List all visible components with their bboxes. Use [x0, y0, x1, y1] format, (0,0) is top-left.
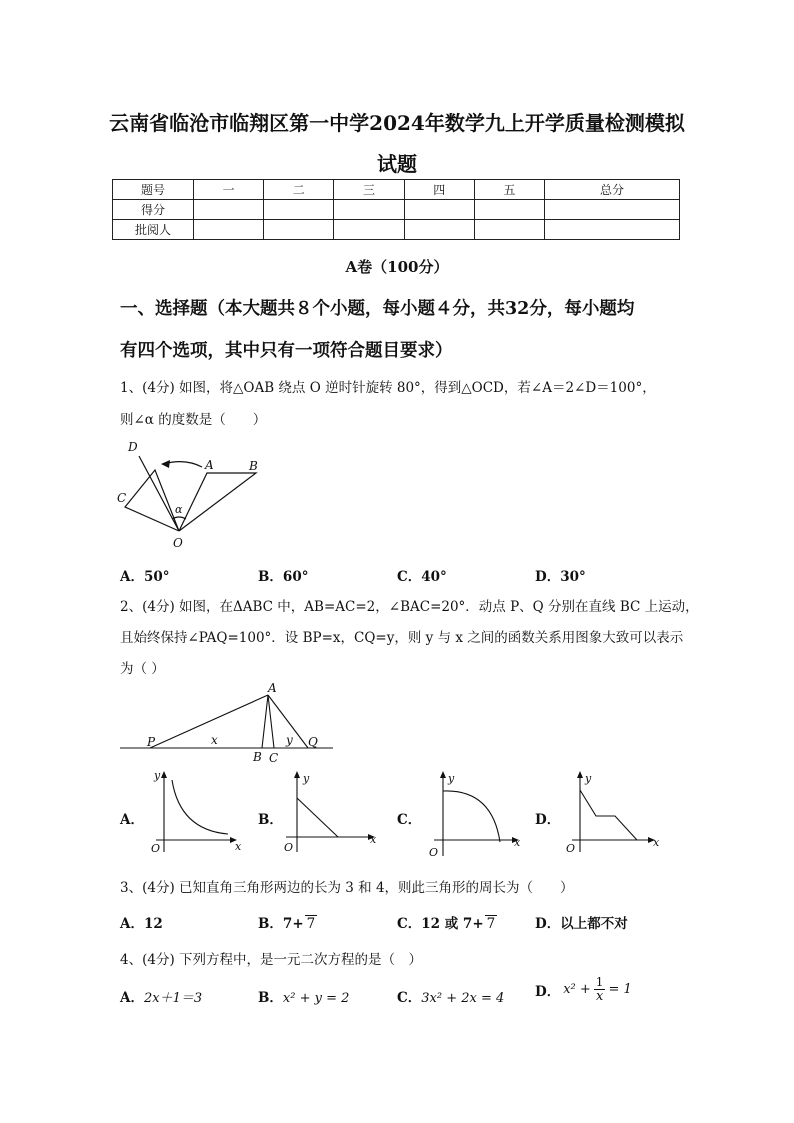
fraction — [594, 975, 606, 1004]
y-axis-arrow — [161, 771, 167, 778]
point-label-q: Q — [308, 735, 318, 749]
score-header-cell: 四 — [404, 180, 474, 200]
point-label-c: C — [117, 491, 127, 505]
q1-option-b-label: B． — [258, 569, 283, 585]
q3-option-b[interactable] — [258, 912, 317, 932]
score-header-cell: 题号 — [113, 180, 194, 200]
question-4-text: 4、(4分) 下列方程中，是一元二次方程的是（ ） — [120, 952, 423, 968]
q1-option-a[interactable]: 50° — [143, 569, 170, 585]
q4-option-c[interactable]: 3x² + 2x = 4 — [421, 991, 505, 1006]
axis-label-y: y — [585, 772, 592, 785]
q3-option-c-label: C． — [397, 916, 422, 932]
arc-curve — [443, 791, 500, 842]
score-header-cell: 五 — [474, 180, 544, 200]
q3-option-a[interactable]: 12 — [143, 916, 163, 932]
point-label-a: A — [268, 681, 277, 695]
origin-label: O — [284, 841, 294, 854]
q3-option-a-label: A． — [120, 916, 144, 932]
axis-label-x: x — [653, 836, 660, 849]
paper-part-heading: A卷（100分） — [345, 258, 449, 276]
section-heading-line1: 一、选择题（本大题共８个小题，每小题４分，共32分，每小题均 — [120, 299, 635, 319]
point-label-c: C — [269, 751, 279, 765]
fraction-numerator: 1 — [595, 975, 604, 989]
score-cell[interactable] — [545, 220, 680, 240]
q1-option-b[interactable]: 60° — [282, 569, 309, 585]
q4-option-d-post: = 1 — [608, 982, 632, 997]
triangle-oab — [179, 473, 256, 531]
score-table-row — [113, 200, 680, 220]
q4-option-a-label: A． — [120, 990, 144, 1006]
score-header-cell: 总分 — [545, 180, 680, 200]
q2-option-a-graph[interactable] — [142, 768, 250, 856]
score-cell[interactable] — [545, 200, 680, 220]
q3-option-d-label: D． — [535, 916, 561, 932]
q2-option-c-graph[interactable] — [420, 768, 530, 860]
origin-label: O — [151, 842, 161, 855]
q4-option-c-label: C． — [397, 990, 422, 1006]
y-axis-arrow — [294, 771, 300, 778]
q3-option-c[interactable] — [397, 912, 497, 932]
q2-option-a-label[interactable]: A． — [120, 812, 144, 828]
question-2-text-line2: 且始终保持∠PAQ=100°．设 BP=x，CQ=y，则 y 与 x 之间的函数关系用图象大致可以表示 — [120, 630, 684, 646]
sqrt-radicand: 7 — [486, 916, 496, 932]
q1-option-d-label: D． — [535, 569, 561, 585]
question-3-text: 3、(4分) 已知直角三角形两边的长为 3 和 4，则此三角形的周长为（ ） — [120, 880, 574, 896]
document-title-line2: 试题 — [377, 152, 417, 176]
score-row-label: 批阅人 — [113, 220, 194, 240]
q1-option-a-label: A． — [120, 569, 144, 585]
score-cell[interactable] — [334, 220, 404, 240]
segment-pa — [150, 695, 268, 748]
question-1-text-line1: 1、(4分) 如图，将△OAB 绕点 O 逆时针旋转 80°，得到△OCD，若∠A＝2∠D＝100°， — [120, 380, 656, 396]
score-cell[interactable] — [264, 200, 334, 220]
q4-option-b[interactable]: x² + y = 2 — [282, 991, 350, 1006]
score-cell[interactable] — [474, 220, 544, 240]
linear-segment — [297, 798, 338, 837]
q4-option-b-label: B． — [258, 990, 283, 1006]
score-cell[interactable] — [474, 200, 544, 220]
q4-option-d-label: D． — [535, 983, 561, 1000]
piecewise-segment — [580, 790, 637, 840]
y-axis-arrow — [577, 771, 583, 778]
q2-option-c-label[interactable]: C． — [397, 812, 422, 828]
q4-option-d[interactable] — [535, 975, 632, 1004]
point-label-b: B — [253, 750, 262, 764]
hyperbola-curve — [172, 780, 228, 834]
section-heading-line2: 有四个选项，其中只有一项符合题目要求） — [120, 341, 453, 361]
angle-label-alpha: α — [175, 503, 183, 516]
axis-label-y: y — [154, 769, 161, 782]
score-header-cell: 二 — [264, 180, 334, 200]
score-cell[interactable] — [404, 220, 474, 240]
document-title-line1: 云南省临沧市临翔区第一中学2024年数学九上开学质量检测模拟 — [109, 111, 685, 135]
axis-label-y: y — [303, 772, 310, 785]
score-cell[interactable] — [194, 200, 264, 220]
score-header-cell: 一 — [194, 180, 264, 200]
point-label-o: O — [173, 536, 183, 550]
q1-option-c-label: C． — [397, 569, 422, 585]
question-2-text-line1: 2、(4分) 如图，在ΔABC 中，AB=AC=2，∠BAC=20°．动点 P、Q 分别在直线 BC 上运动， — [120, 599, 699, 615]
y-axis-arrow — [440, 771, 446, 778]
axis-label-x: x — [235, 840, 242, 853]
question-2-text-line3: 为（ ） — [120, 661, 165, 677]
score-table — [112, 179, 680, 240]
origin-label: O — [429, 846, 439, 859]
q2-option-d-label[interactable]: D． — [535, 812, 561, 828]
origin-label: O — [566, 842, 576, 855]
q1-option-d[interactable]: 30° — [560, 569, 586, 585]
triangle-ocd — [125, 456, 179, 531]
axis-label-x: x — [370, 833, 377, 846]
score-cell[interactable] — [334, 200, 404, 220]
question-1-figure — [110, 436, 270, 551]
score-table-row — [113, 220, 680, 240]
point-label-d: D — [128, 440, 138, 454]
point-label-p: P — [147, 735, 156, 749]
q4-option-a[interactable]: 2x＋1＝3 — [143, 991, 203, 1006]
label-x: x — [211, 733, 218, 747]
label-y: y — [286, 733, 293, 747]
q3-option-b-prefix: 7+ — [282, 916, 304, 932]
question-1-text-line2: 则∠α 的度数是（ ） — [120, 412, 267, 428]
point-label-b: B — [249, 459, 258, 473]
score-cell[interactable] — [194, 220, 264, 240]
score-cell[interactable] — [404, 200, 474, 220]
question-2-figure — [118, 680, 338, 766]
q3-option-b-label: B． — [258, 916, 283, 932]
axis-label-x: x — [514, 836, 521, 849]
score-table-header-row — [113, 180, 680, 200]
segment-ac — [268, 695, 274, 748]
q3-option-d[interactable]: 以上都不对 — [560, 916, 628, 932]
axis-label-y: y — [448, 772, 455, 785]
q1-option-c[interactable]: 40° — [421, 569, 447, 585]
segment-ab — [262, 695, 268, 748]
rotation-arrowhead — [161, 460, 170, 468]
fraction-denominator: x — [595, 989, 604, 1004]
q2-option-d-graph[interactable] — [560, 768, 670, 856]
q3-option-c-prefix: 12 或 7+ — [421, 916, 484, 932]
q2-option-b-label[interactable]: B． — [258, 812, 283, 828]
point-label-a: A — [205, 458, 214, 472]
score-cell[interactable] — [264, 220, 334, 240]
q2-option-b-graph[interactable] — [278, 768, 386, 856]
score-header-cell: 三 — [334, 180, 404, 200]
score-row-label: 得分 — [113, 200, 194, 220]
q4-option-d-pre: x² + — [563, 982, 591, 997]
sqrt-radicand: 7 — [306, 916, 316, 932]
